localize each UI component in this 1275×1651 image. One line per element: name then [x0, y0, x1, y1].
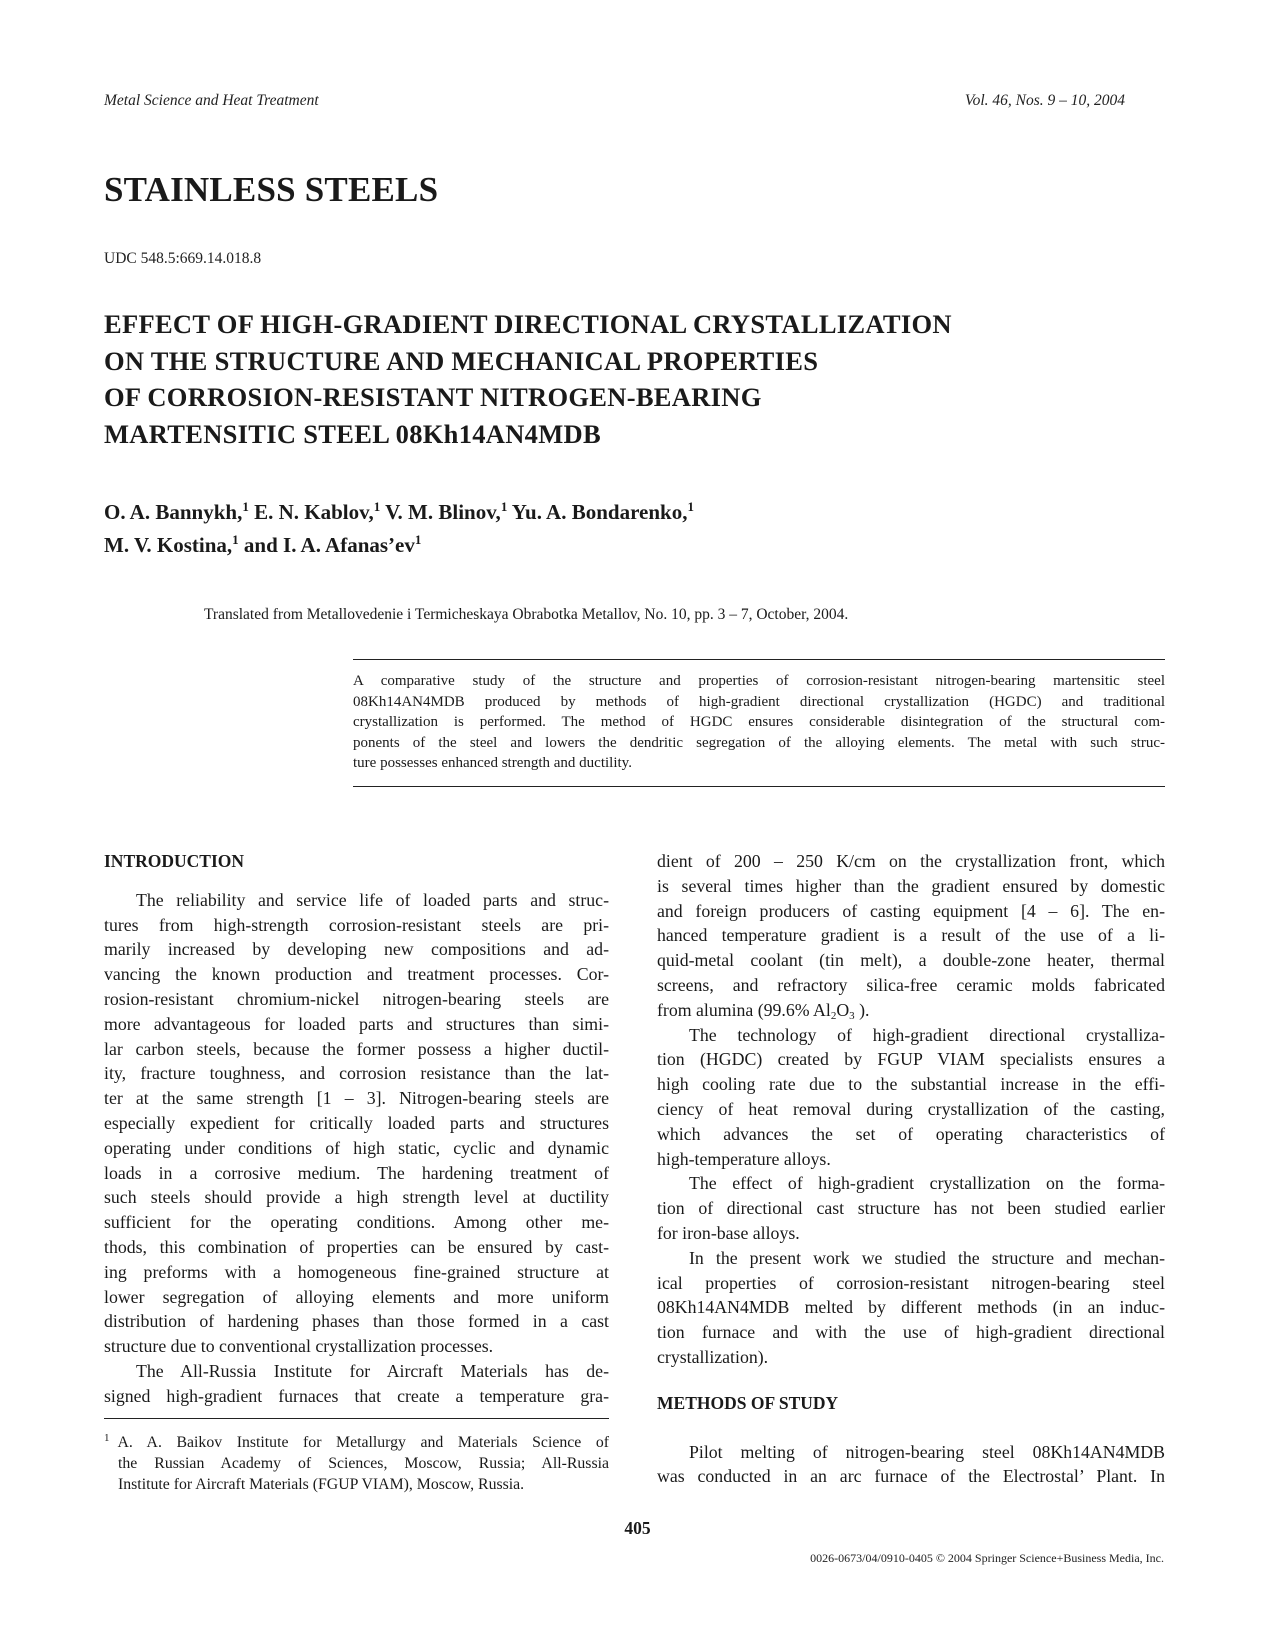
- text-line: dient of 200 – 250 K/cm on the crystallization front, which: [657, 851, 1165, 871]
- text-line: Pilot melting of nitrogen-bearing steel 08Kh14AN4MDB: [689, 1441, 1165, 1462]
- author-name: V. M. Blinov,: [385, 500, 501, 524]
- abstract-line: crystallization is performed. The method of HGDC ensures considerable disintegration of the structural com-: [353, 714, 1165, 730]
- right-column: [657, 849, 1165, 1489]
- introduction-heading: INTRODUCTION: [104, 851, 245, 871]
- text-line: ical properties of corrosion-resistant nitrogen-bearing steel: [657, 1272, 1165, 1293]
- text-line: more advantageous for loaded parts and structures than simi-: [104, 1013, 609, 1034]
- abstract-line: A comparative study of the structure and properties of corrosion-resistant nitrogen-bearing martensitic steel: [353, 673, 1165, 689]
- page-number: 405: [624, 1518, 651, 1538]
- footnote-line: [104, 1432, 609, 1453]
- text-line: ity, fracture toughness, and corrosion resistance than the lat-: [104, 1063, 609, 1084]
- text-line: distribution of hardening phases than those formed in a cast: [104, 1311, 609, 1332]
- text-line: thods, this combination of properties can be ensured by cast-: [104, 1236, 609, 1257]
- text-line: 08Kh14AN4MDB melted by different methods (in an induc-: [657, 1297, 1165, 1318]
- text-line: tures from high-strength corrosion-resistant steels are pri-: [104, 914, 609, 935]
- text-line: tion (HGDC) created by FGUP VIAM specialists ensures a: [657, 1049, 1165, 1070]
- author-name: E. N. Kablov,: [254, 500, 374, 524]
- text-line: and foreign producers of casting equipment [4 – 6]. The en-: [657, 900, 1165, 921]
- right-paragraph-4: [657, 1246, 1165, 1370]
- affiliation-mark: 1: [242, 499, 249, 514]
- intro-paragraph-2: [104, 1359, 609, 1409]
- text-line: The technology of high-gradient directional crystalliza-: [689, 1024, 1165, 1045]
- text-line: was conducted in an arc furnace of the Electrostal’ Plant. In: [657, 1466, 1165, 1487]
- methods-heading: METHODS OF STUDY: [657, 1392, 839, 1413]
- formula-text: O: [836, 999, 850, 1020]
- abstract-line: 08Kh14AN4MDB produced by methods of high-gradient directional crystallization (HGDC) and traditional: [353, 693, 1165, 710]
- article-title-line: MARTENSITIC STEEL 08Kh14AN4MDB: [104, 418, 601, 449]
- text-line: [657, 998, 1165, 1023]
- left-column: [104, 849, 609, 1409]
- text-line: loads in a corrosive medium. The hardening treatment of: [104, 1162, 609, 1183]
- formula-text: ).: [854, 999, 870, 1020]
- copyright-line: 0026-0673/04/0910-0405 © 2004 Springer Science+Business Media, Inc.: [810, 1551, 1164, 1565]
- text-line: screens, and refractory silica-free ceramic molds fabricated: [657, 974, 1165, 995]
- text-line: The reliability and service life of loaded parts and struc-: [136, 889, 609, 910]
- text-line: which advances the set of operating characteristics of: [657, 1123, 1165, 1144]
- footnote-mark: 1: [104, 1432, 110, 1444]
- text-line: is several times higher than the gradient ensured by domestic: [657, 875, 1165, 896]
- formula-subscript: 3: [849, 1009, 855, 1022]
- text-line: ing preforms with a homogeneous fine-grained structure at: [104, 1261, 609, 1282]
- affiliation-mark: 1: [687, 499, 694, 514]
- right-paragraph-2: [657, 1023, 1165, 1172]
- text-line: structure due to conventional crystallization processes.: [104, 1336, 494, 1357]
- affiliation-mark: 1: [232, 532, 239, 547]
- text-line: rosion-resistant chromium-nickel nitrogen-bearing steels are: [104, 988, 609, 1009]
- author-conjunction: and: [243, 533, 278, 557]
- text-line: signed high-gradient furnaces that create a temperature gra-: [104, 1385, 609, 1406]
- author-name: M. V. Kostina,: [104, 533, 233, 557]
- translation-note: Translated from Metallovedenie i Termicheskaya Obrabotka Metallov, No. 10, pp. 3 – 7, October, 2004.: [204, 606, 849, 623]
- text-line: lower segregation of alloying elements and more uniform: [104, 1286, 609, 1307]
- right-paragraph-1: [657, 849, 1165, 1023]
- journal-name: Metal Science and Heat Treatment: [104, 92, 319, 109]
- methods-paragraph-1: [657, 1440, 1165, 1490]
- section-title: STAINLESS STEELS: [104, 170, 439, 209]
- text-line: high cooling rate due to the substantial increase in the effi-: [657, 1074, 1165, 1095]
- text-line: tion furnace and with the use of high-gradient directional: [657, 1322, 1165, 1343]
- text-line: The effect of high-gradient crystallization on the forma-: [689, 1173, 1165, 1194]
- text-line: for iron-base alloys.: [657, 1222, 800, 1243]
- abstract-line: ponents of the steel and lowers the dendritic segregation of the alloying elements. The metal with such struc-: [353, 734, 1165, 751]
- footnote-line: the Russian Academy of Sciences, Moscow, Russia; All-Russia: [118, 1455, 609, 1472]
- text-line: ciency of heat removal during crystallization of the casting,: [657, 1098, 1165, 1119]
- author-name: I. A. Afanas’ev: [283, 533, 415, 557]
- text-line: lar carbon steels, because the former possess a higher ductil-: [104, 1038, 609, 1059]
- article-title-line: EFFECT OF HIGH-GRADIENT DIRECTIONAL CRYSTALLIZATION: [104, 309, 952, 339]
- text-line: In the present work we studied the structure and mechan-: [689, 1247, 1165, 1268]
- formula-text: from alumina (99.6% Al: [657, 999, 831, 1020]
- footnote: [104, 1432, 609, 1495]
- text-line: sufficient for the operating conditions. Among other me-: [104, 1212, 609, 1233]
- article-title-line: ON THE STRUCTURE AND MECHANICAL PROPERTIES: [104, 345, 819, 376]
- text-line: hanced temperature gradient is a result of the use of a li-: [657, 925, 1165, 946]
- abstract-line: ture possesses enhanced strength and ductility.: [353, 755, 632, 771]
- right-paragraph-3: [657, 1171, 1165, 1245]
- abstract: [353, 659, 1165, 787]
- text-line: especially expedient for critically loaded parts and structures: [104, 1112, 609, 1133]
- volume-info: Vol. 46, Nos. 9 – 10, 2004: [964, 92, 1125, 109]
- author-name: Yu. A. Bondarenko,: [511, 500, 688, 524]
- text-line: operating under conditions of high static, cyclic and dynamic: [104, 1137, 609, 1158]
- author-name: O. A. Bannykh,: [104, 500, 243, 524]
- affiliation-mark: 1: [373, 499, 381, 514]
- formula-subscript: 2: [830, 1009, 837, 1022]
- text-line: such steels should provide a high strength level at ductility: [104, 1187, 609, 1208]
- affiliation-mark: 1: [414, 532, 422, 547]
- article-title-line: OF CORROSION-RESISTANT NITROGEN-BEARING: [104, 382, 762, 412]
- affiliation-mark: 1: [500, 499, 508, 514]
- footnote-text: A. A. Baikov Institute for Metallurgy and Materials Science of: [117, 1434, 609, 1451]
- text-line: The All-Russia Institute for Aircraft Materials has de-: [136, 1360, 609, 1381]
- udc-code: UDC 548.5:669.14.018.8: [104, 250, 262, 267]
- text-line: marily increased by developing new compositions and ad-: [104, 939, 609, 960]
- text-line: ter at the same strength [1 – 3]. Nitrogen-bearing steels are: [104, 1088, 609, 1109]
- footnote-line: Institute for Aircraft Materials (FGUP VIAM), Moscow, Russia.: [118, 1476, 525, 1493]
- text-line: high-temperature alloys.: [657, 1148, 831, 1169]
- text-line: vancing the known production and treatment processes. Cor-: [104, 964, 609, 985]
- intro-paragraph-1: [104, 888, 609, 1359]
- text-line: crystallization).: [657, 1346, 769, 1367]
- article-title: [104, 306, 1114, 452]
- footnote-divider: [104, 1418, 609, 1419]
- text-line: tion of directional cast structure has not been studied earlier: [657, 1198, 1165, 1219]
- text-line: quid-metal coolant (tin melt), a double-zone heater, thermal: [657, 950, 1165, 971]
- author-list: [104, 496, 694, 562]
